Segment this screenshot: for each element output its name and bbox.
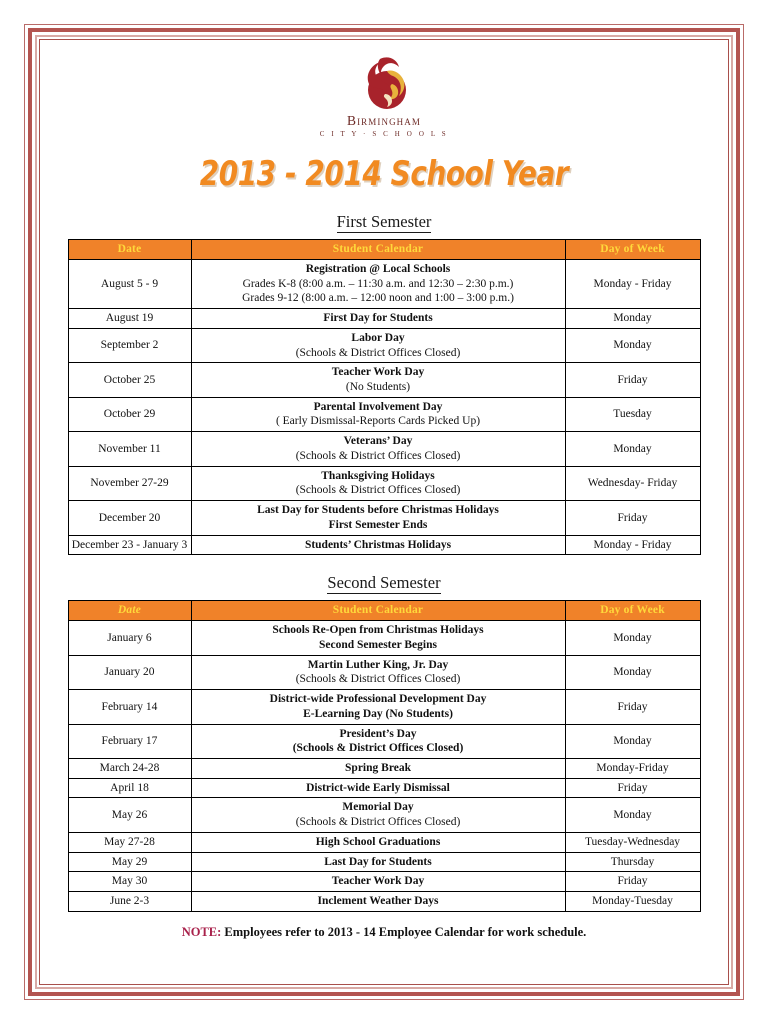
event-cell [191, 655, 565, 689]
date-cell: November 27-29 [68, 466, 191, 500]
table-header-row [68, 240, 700, 260]
day-of-week-cell: Monday - Friday [565, 260, 700, 309]
day-of-week-cell: Friday [565, 872, 700, 892]
date-cell: February 14 [68, 690, 191, 724]
event-title: President’s Day [339, 727, 417, 740]
event-detail: Second Semester Begins [319, 638, 437, 651]
date-cell: May 29 [68, 852, 191, 872]
day-of-week-cell: Monday - Friday [565, 535, 700, 555]
day-of-week-cell: Monday-Tuesday [565, 892, 700, 912]
semesters-container [44, 212, 724, 912]
day-of-week-cell: Tuesday [565, 397, 700, 431]
event-title: Registration @ Local Schools [305, 263, 451, 275]
day-of-week-cell: Monday-Friday [565, 758, 700, 778]
event-detail: (Schools & District Offices Closed) [295, 484, 461, 497]
date-cell: December 23 - January 3 [68, 535, 191, 555]
date-cell: October 29 [68, 397, 191, 431]
day-of-week-cell: Monday [565, 724, 700, 758]
event-title: Teacher Work Day [331, 875, 425, 888]
day-of-week-cell: Friday [565, 690, 700, 724]
event-cell [191, 758, 565, 778]
table-row [68, 328, 700, 362]
event-detail: E-Learning Day (No Students) [303, 707, 453, 720]
event-cell [191, 363, 565, 397]
table-row [68, 501, 700, 535]
event-title: Memorial Day [342, 801, 414, 814]
semester-heading [44, 573, 724, 593]
event-cell [191, 690, 565, 724]
table-row [68, 852, 700, 872]
event-title: Schools Re-Open from Christmas Holidays [272, 624, 484, 637]
column-header: Student Calendar [191, 601, 565, 621]
event-cell [191, 778, 565, 798]
event-title: Inclement Weather Days [317, 895, 439, 907]
table-row [68, 655, 700, 689]
event-cell [191, 328, 565, 362]
event-cell [191, 397, 565, 431]
date-cell: January 20 [68, 655, 191, 689]
table-row [68, 397, 700, 431]
day-of-week-cell: Friday [565, 501, 700, 535]
event-title: Students’ Christmas Holidays [304, 538, 452, 551]
logo-subtitle: C I T Y · S C H O O L S [319, 130, 449, 138]
event-title: Last Day for Students before Christmas Holidays [257, 504, 499, 517]
table-row [68, 892, 700, 912]
day-of-week-cell: Monday [565, 309, 700, 329]
date-cell: May 27-28 [68, 832, 191, 852]
event-detail: (Schools & District Offices Closed) [295, 673, 461, 686]
event-cell [191, 852, 565, 872]
event-cell [191, 892, 565, 912]
table-row [68, 872, 700, 892]
logo-wordmark: Birmingham [346, 113, 421, 128]
event-detail: (Schools & District Offices Closed) [295, 449, 461, 462]
table-row [68, 724, 700, 758]
event-cell [191, 466, 565, 500]
date-cell: November 11 [68, 432, 191, 466]
column-header: Student Calendar [191, 240, 565, 260]
document-content [44, 44, 724, 980]
date-cell: March 24-28 [68, 758, 191, 778]
table-row [68, 798, 700, 832]
table-row [68, 535, 700, 555]
table-row [68, 363, 700, 397]
event-detail: ( Early Dismissal-Reports Cards Picked Up) [275, 415, 481, 428]
table-row [68, 778, 700, 798]
semester-heading [44, 212, 724, 232]
event-detail: First Semester Ends [328, 518, 428, 531]
note-label: NOTE: [181, 924, 222, 939]
event-detail: (Schools & District Offices Closed) [295, 816, 461, 829]
event-cell [191, 724, 565, 758]
date-cell: June 2-3 [68, 892, 191, 912]
column-header: Day of Week [565, 240, 700, 260]
date-cell: August 5 - 9 [68, 260, 191, 309]
event-title: District-wide Early Dismissal [306, 781, 450, 794]
date-cell: August 19 [68, 309, 191, 329]
semester-heading-text: First Semester [336, 212, 432, 231]
table-row [68, 466, 700, 500]
day-of-week-cell: Tuesday-Wednesday [565, 832, 700, 852]
day-of-week-cell: Wednesday- Friday [565, 466, 700, 500]
day-of-week-cell: Friday [565, 363, 700, 397]
note-text: Employees refer to 2013 - 14 Employee Calendar for work schedule. [224, 924, 587, 939]
date-cell: October 25 [68, 363, 191, 397]
date-cell: April 18 [68, 778, 191, 798]
day-of-week-cell: Monday [565, 432, 700, 466]
event-cell [191, 535, 565, 555]
event-detail: (No Students) [345, 381, 411, 394]
table-row [68, 758, 700, 778]
page-title: 2013 - 2014 School Year [199, 154, 569, 194]
event-cell [191, 832, 565, 852]
semester-heading-text: Second Semester [327, 573, 441, 593]
day-of-week-cell: Thursday [565, 852, 700, 872]
day-of-week-cell: Monday [565, 328, 700, 362]
table-row [68, 309, 700, 329]
flame-torch-icon [347, 54, 421, 112]
event-detail: Grades 9-12 (8:00 a.m. – 12:00 noon and 1:00 – 3:00 p.m.) [242, 292, 514, 305]
event-cell [191, 501, 565, 535]
date-cell: February 17 [68, 724, 191, 758]
event-cell [191, 872, 565, 892]
date-cell: May 26 [68, 798, 191, 832]
column-header: Day of Week [565, 601, 700, 621]
column-header: Date [68, 240, 191, 260]
event-title: Parental Involvement Day [313, 400, 443, 413]
table-header-row [68, 601, 700, 621]
event-title: Thanksgiving Holidays [321, 469, 435, 482]
day-of-week-cell: Monday [565, 621, 700, 655]
table-row [68, 832, 700, 852]
event-detail: Grades K-8 (8:00 a.m. – 11:30 a.m. and 12:30 – 2:30 p.m.) [242, 277, 514, 290]
event-cell [191, 432, 565, 466]
day-of-week-cell: Friday [565, 778, 700, 798]
event-cell [191, 621, 565, 655]
event-detail: (Schools & District Offices Closed) [295, 346, 461, 359]
footer-note [44, 925, 724, 940]
event-cell [191, 260, 565, 309]
day-of-week-cell: Monday [565, 798, 700, 832]
column-header: Date [68, 601, 191, 621]
date-cell: May 30 [68, 872, 191, 892]
semester-table [68, 239, 701, 555]
date-cell: September 2 [68, 328, 191, 362]
event-detail: (Schools & District Offices Closed) [292, 742, 464, 755]
event-title: Veterans’ Day [343, 435, 413, 448]
event-title: District-wide Professional Development Day [269, 693, 487, 706]
table-row [68, 690, 700, 724]
table-row [68, 621, 700, 655]
event-title: Spring Break [345, 761, 411, 774]
table-row [68, 432, 700, 466]
event-title: Teacher Work Day [331, 366, 425, 379]
event-title: Martin Luther King, Jr. Day [307, 658, 449, 671]
event-title: First Day for Students [323, 312, 433, 325]
event-title: Labor Day [351, 331, 405, 344]
table-row [68, 260, 700, 309]
district-logo [44, 44, 724, 138]
event-title: Last Day for Students [324, 855, 432, 868]
event-cell [191, 309, 565, 329]
date-cell: January 6 [68, 621, 191, 655]
event-title: High School Graduations [315, 835, 441, 848]
date-cell: December 20 [68, 501, 191, 535]
day-of-week-cell: Monday [565, 655, 700, 689]
semester-table [68, 600, 701, 912]
event-cell [191, 798, 565, 832]
